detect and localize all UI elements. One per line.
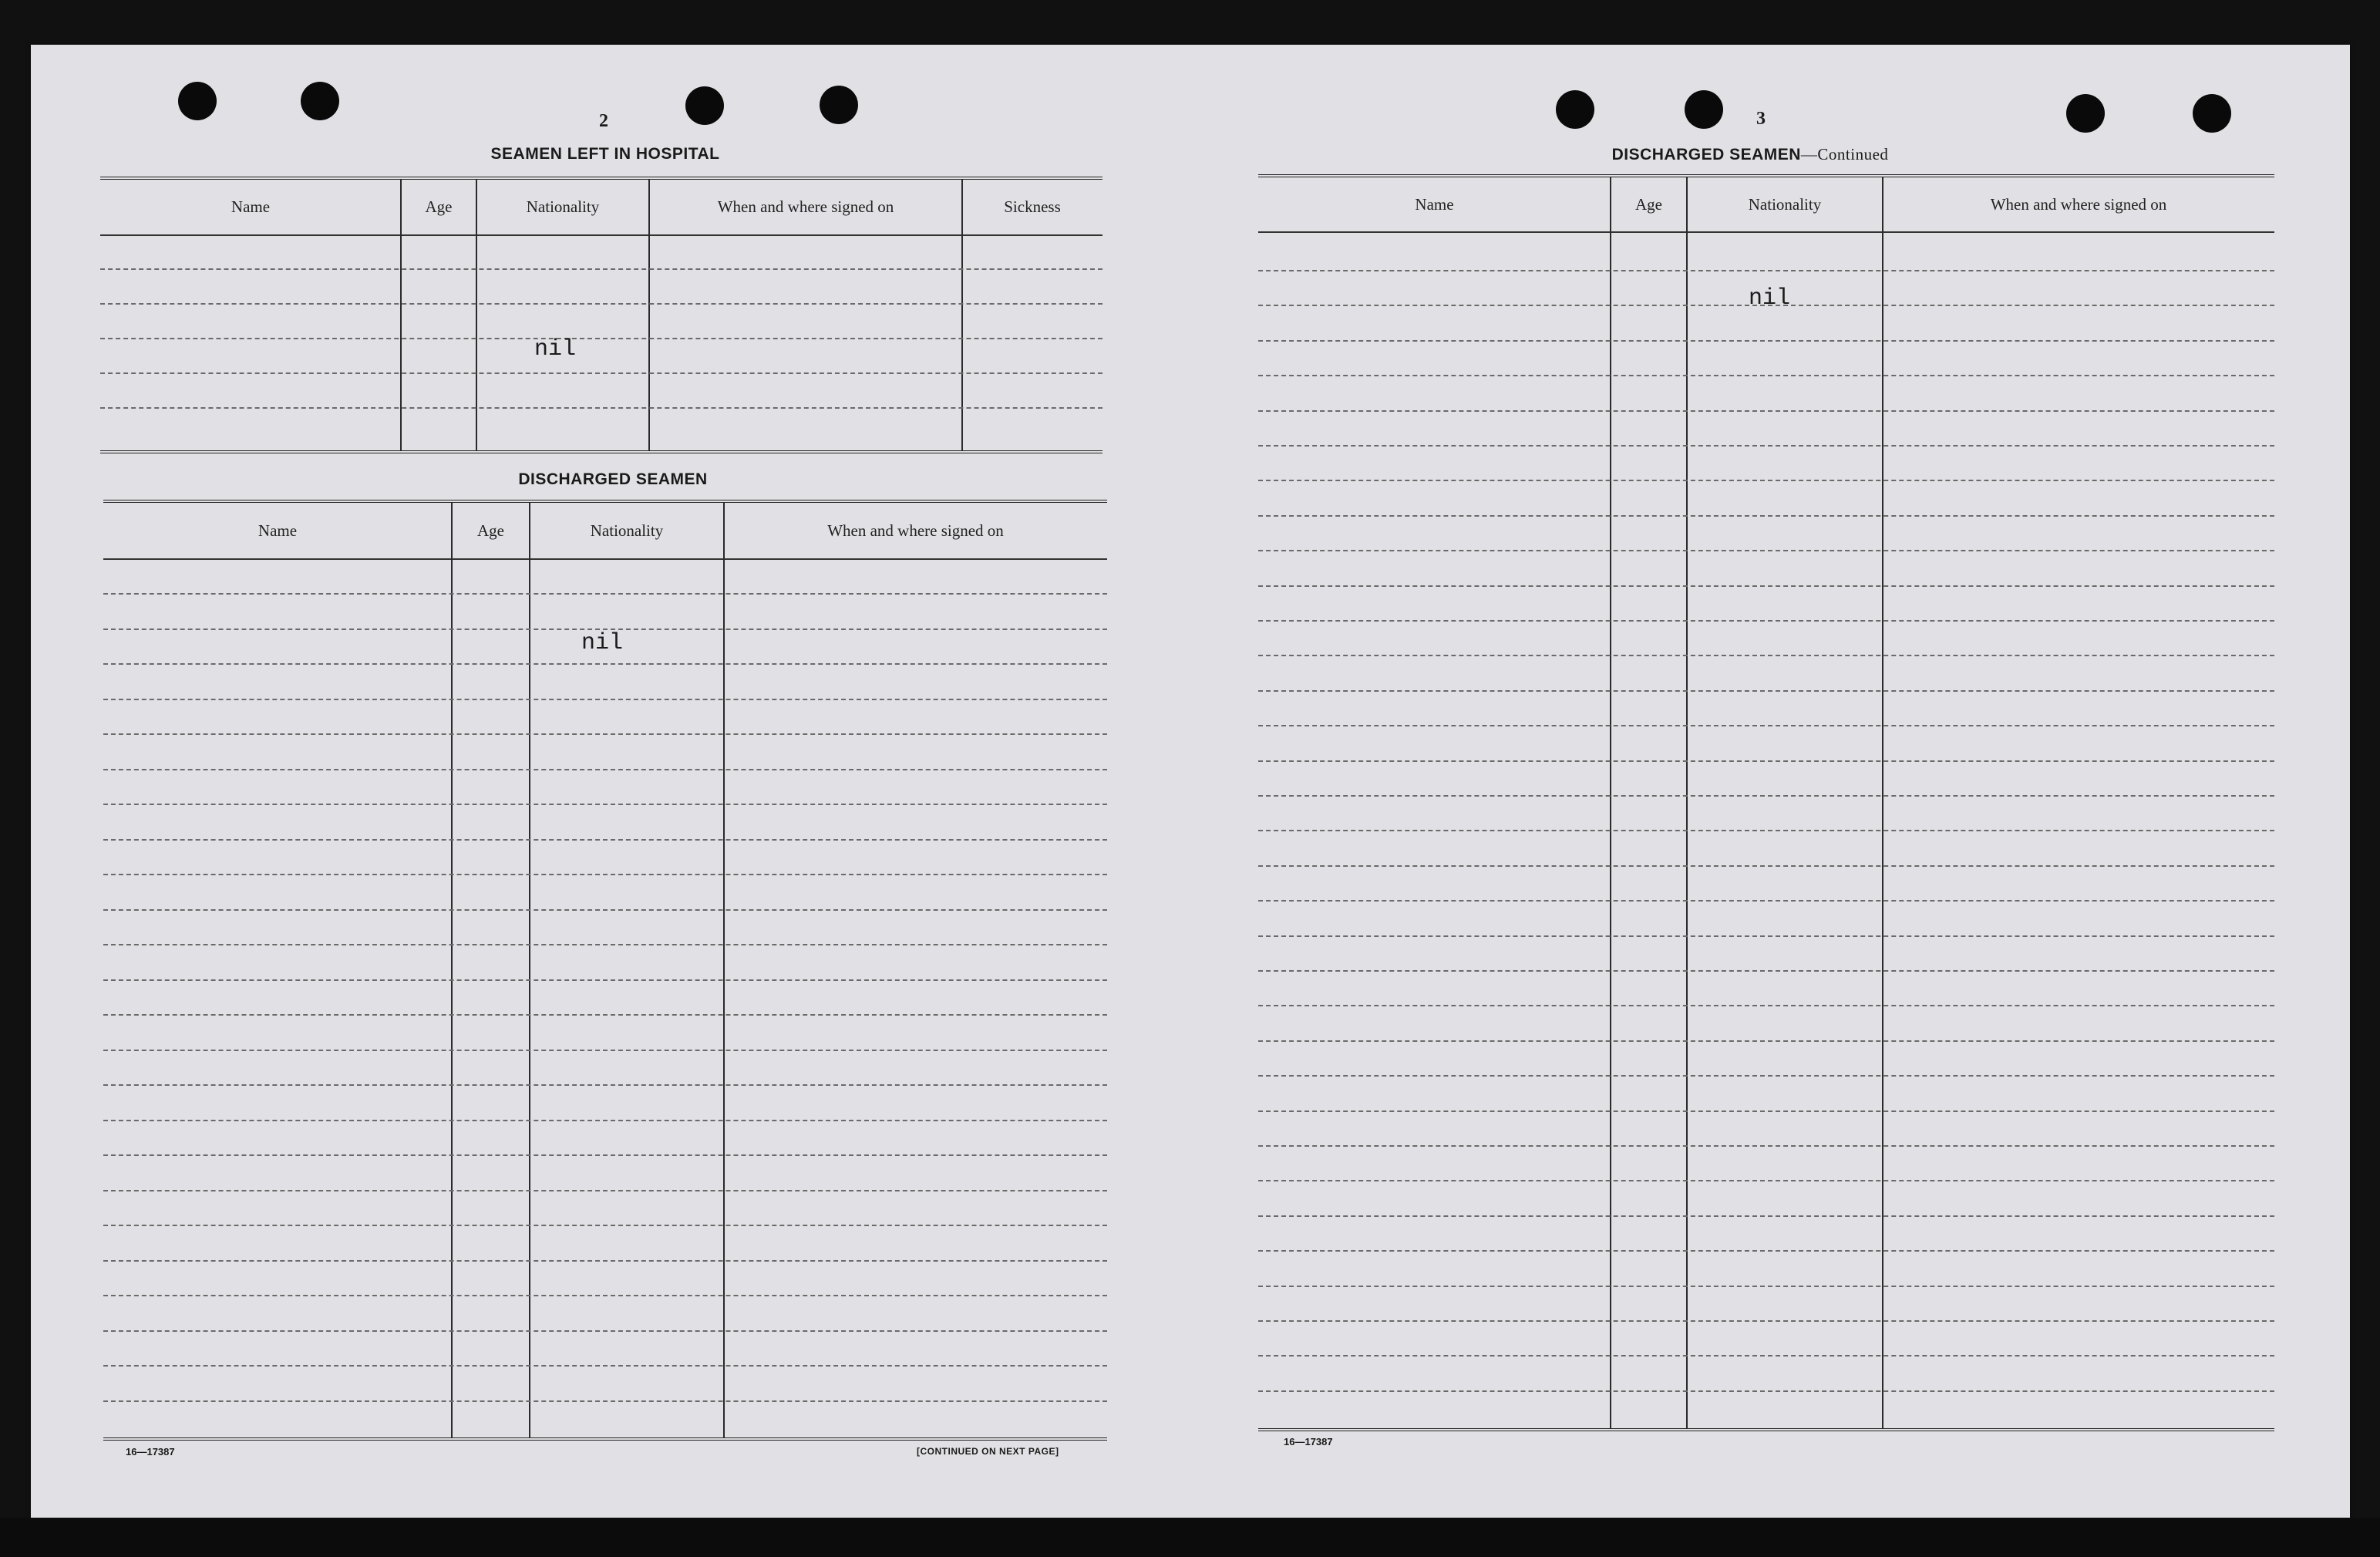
row-rule — [1258, 1110, 2274, 1112]
row-rule — [1258, 375, 2274, 376]
row-rule — [1258, 865, 2274, 867]
right-title-main: DISCHARGED SEAMEN — [1611, 146, 1801, 163]
column-header-nationality: Nationality — [526, 197, 600, 216]
row-rule — [1258, 760, 2274, 762]
row-rule — [103, 1084, 1107, 1086]
row-rule — [103, 1260, 1107, 1262]
column-header-age: Age — [425, 197, 453, 216]
column-header-signed-on: When and where signed on — [717, 197, 894, 216]
row-rule — [103, 593, 1107, 595]
discharged-nil-entry: nil — [581, 630, 624, 656]
hospital-table-header — [100, 180, 1102, 236]
column-header-sickness: Sickness — [1004, 197, 1061, 216]
row-rule — [1258, 1075, 2274, 1077]
row-rule — [1258, 1215, 2274, 1217]
row-rule — [100, 372, 1102, 374]
row-rule — [1258, 1040, 2274, 1042]
row-rule — [1258, 1250, 2274, 1252]
row-rule — [103, 1050, 1107, 1051]
row-rule — [103, 1154, 1107, 1156]
right-page-number: 3 — [1756, 109, 1766, 129]
column-divider — [451, 503, 453, 1437]
row-rule — [1258, 445, 2274, 447]
row-rule — [103, 1120, 1107, 1121]
hospital-nil-entry: nil — [534, 336, 577, 362]
left-page-number: 2 — [599, 111, 608, 131]
column-header-name: Name — [231, 197, 271, 216]
column-header-name: Name — [1415, 194, 1454, 214]
row-rule — [100, 303, 1102, 305]
punch-hole — [178, 82, 217, 120]
continued-note: [CONTINUED ON NEXT PAGE] — [917, 1446, 1059, 1457]
hospital-table — [100, 177, 1102, 453]
scan-border — [0, 1518, 2380, 1557]
row-rule — [1258, 935, 2274, 937]
column-divider — [1882, 177, 1883, 1428]
row-rule — [1258, 270, 2274, 271]
right-section-title — [1550, 145, 1951, 164]
punch-hole — [2193, 94, 2231, 133]
row-rule — [103, 1014, 1107, 1016]
punch-hole — [1556, 90, 1594, 129]
row-rule — [1258, 970, 2274, 972]
column-header-nationality: Nationality — [1748, 194, 1822, 214]
column-divider — [529, 503, 530, 1437]
column-header-nationality: Nationality — [590, 521, 664, 540]
row-rule — [103, 839, 1107, 841]
row-rule — [100, 268, 1102, 270]
row-rule — [100, 407, 1102, 409]
column-divider — [476, 180, 477, 450]
row-rule — [1258, 725, 2274, 726]
row-rule — [103, 1295, 1107, 1296]
left-form-code: 16—17387 — [126, 1446, 175, 1458]
right-table-header — [1258, 177, 2274, 233]
punch-hole — [820, 86, 858, 124]
row-rule — [1258, 830, 2274, 831]
right-form-code: 16—17387 — [1284, 1436, 1333, 1447]
row-rule — [1258, 1320, 2274, 1322]
row-rule — [1258, 795, 2274, 797]
row-rule — [1258, 900, 2274, 902]
row-rule — [103, 1400, 1107, 1402]
column-divider — [400, 180, 402, 450]
row-rule — [1258, 1390, 2274, 1392]
column-divider — [1610, 177, 1611, 1428]
column-header-age: Age — [1635, 194, 1662, 214]
row-rule — [1258, 480, 2274, 481]
discharged-table-header — [103, 503, 1107, 560]
row-rule — [103, 733, 1107, 735]
punch-hole — [2066, 94, 2105, 133]
column-divider — [723, 503, 725, 1437]
discharged-table-left — [103, 500, 1107, 1441]
row-rule — [1258, 1286, 2274, 1287]
row-rule — [103, 663, 1107, 665]
column-header-age: Age — [477, 521, 504, 540]
row-rule — [1258, 1005, 2274, 1006]
row-rule — [103, 909, 1107, 911]
row-rule — [103, 699, 1107, 700]
row-rule — [1258, 1145, 2274, 1147]
row-rule — [1258, 550, 2274, 551]
column-divider — [648, 180, 650, 450]
row-rule — [103, 979, 1107, 981]
column-divider — [961, 180, 963, 450]
row-rule — [1258, 1355, 2274, 1356]
column-divider — [1686, 177, 1688, 1428]
row-rule — [1258, 620, 2274, 622]
right-title-continued: —Continued — [1800, 145, 1889, 163]
row-rule — [103, 1330, 1107, 1332]
row-rule — [103, 804, 1107, 805]
hospital-section-title: SEAMEN LEFT IN HOSPITAL — [490, 145, 720, 163]
column-header-signed-on: When and where signed on — [827, 521, 1004, 540]
row-rule — [1258, 410, 2274, 412]
row-rule — [1258, 585, 2274, 587]
column-header-signed-on: When and where signed on — [1990, 194, 2167, 214]
row-rule — [100, 338, 1102, 339]
right-nil-entry: nil — [1749, 285, 1791, 312]
column-header-name: Name — [258, 521, 298, 540]
row-rule — [103, 1225, 1107, 1226]
row-rule — [103, 944, 1107, 945]
row-rule — [103, 1190, 1107, 1191]
row-rule — [103, 874, 1107, 875]
row-rule — [1258, 690, 2274, 692]
row-rule — [1258, 515, 2274, 517]
punch-hole — [685, 86, 724, 125]
row-rule — [103, 769, 1107, 770]
punch-hole — [301, 82, 339, 120]
row-rule — [103, 1365, 1107, 1367]
punch-hole — [1685, 90, 1723, 129]
row-rule — [1258, 655, 2274, 656]
row-rule — [1258, 1180, 2274, 1181]
discharged-section-title: DISCHARGED SEAMEN — [518, 470, 708, 488]
discharged-table-right — [1258, 174, 2274, 1431]
row-rule — [1258, 340, 2274, 342]
